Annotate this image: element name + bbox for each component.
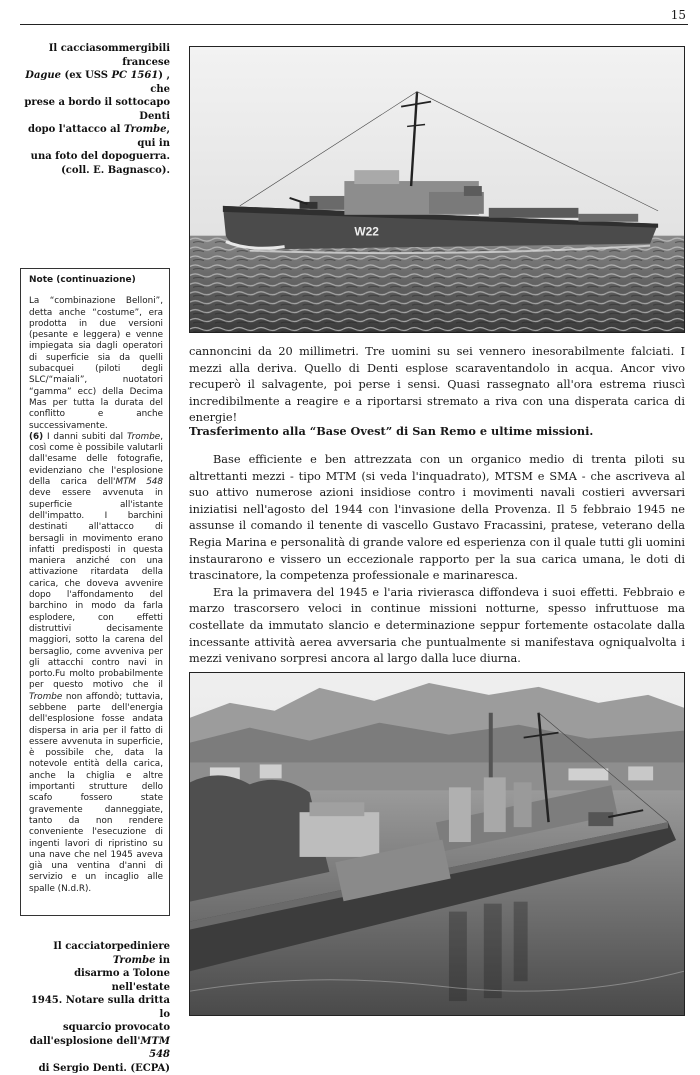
- caption-line: una foto del dopoguerra.: [20, 150, 170, 164]
- photo-subchaser: [189, 46, 685, 333]
- ship-name: Trombe: [29, 692, 62, 702]
- caption-line: disarmo a Tolone nell'estate: [20, 967, 170, 994]
- caption-line: [20, 123, 170, 150]
- note-text: non affondò; tuttavia, sebbene parte dell'energia dell'esplosione fosse andata dispersa in aria per il fatto di essere avvenuta in superficie, è possibile che, data la notevole entità della carica, anche la chiglia e altre importanti strutture dello scafo fossero state gravemente danneggiate, tanto da non rendere conveniente l'esecuzione di ingenti lavori di ripristino su una nave che nel 1945 aveva già una ventina d'anni di servizio e un incaglio alle spalle (N.d.R).: [29, 692, 163, 894]
- photo-caption-top: [20, 42, 170, 177]
- body-paragraph: Base efficiente e ben attrezzata con un organico medio di trenta piloti su altrettanti mezzi - tipo MTM (si veda l'inquadrato), MTSM e SMA - che ascriveva al suo attivo numerose azioni insidiose contro i movimenti navali costieri avversari iniziatisi nell'agosto del 1944 con l'invasione della Provenza. Il 5 febbraio 1945 ne assunse il comando il tenente di vascello Gustavo Fracassini, pratese, veterano della Regia Marina e personalità di grande valore ed esperienza con il quale tutti gli uomini instaurarono e vissero un eccezionale rapporto per la sua carica umana, le doti di trascinatore, la competenza professionale e marinaresca.: [189, 452, 685, 585]
- caption-line: Il cacciasommergibili francese: [20, 42, 170, 69]
- note-text: I danni subiti dal: [43, 432, 127, 442]
- notes-title: Note (continuazione): [29, 275, 163, 286]
- caption-line: [20, 69, 170, 96]
- caption-text: dopo l'attacco al: [28, 124, 124, 135]
- ship-name: Trombe: [127, 432, 160, 442]
- body-paragraph: Era la primavera del 1945 e l'aria rivierasca diffondeva i suoi effetti. Febbraio e marzo trascorsero veloci in continue missioni notturne, spesso infruttuose ma costellate da immutato slancio e determinazione seppur fortemente ostacolate dalla incessante attività aerea avversaria che puntualmente si manifestava ogniqualvolta i mezzi venivano sorpresi ancora al largo dalla luce diurna.: [189, 585, 685, 668]
- subchaser-illustration: [190, 47, 684, 332]
- destroyer-illustration: [190, 673, 684, 1015]
- caption-text: , qui in: [137, 124, 170, 149]
- photo-destroyer-trombe: [189, 672, 685, 1016]
- note-number: (6): [29, 432, 43, 442]
- ship-name: Trombe: [124, 124, 167, 135]
- ship-name: Trombe: [113, 955, 156, 966]
- body-paragraph: cannoncini da 20 millimetri. Tre uomini su sei vennero inesorabilmente falciati. I mezzi alla deriva. Quello di Denti esplose scaraventandolo in acqua. Ancor vivo recuperò il salvagente, poi perse i sensi. Quasi rassegnato all'ora estrema riuscì incredibilmente a reagire e a riportarsi stremato a riva con una disperata carica di energie!: [189, 344, 685, 427]
- section-heading: Trasferimento alla “Base Ovest” di San Remo e ultime missioni.: [189, 424, 685, 438]
- ship-name: Dague: [25, 70, 61, 81]
- caption-line: 1945. Notare sulla dritta lo: [20, 994, 170, 1021]
- caption-line: di Sergio Denti. (ECPA): [20, 1062, 170, 1075]
- note-text: deve essere avvenuta in superficie all'istante dell'impatto. I barchini destinati all'attacco di bersagli in movimento erano infatti predisposti in questa maniera anziché con una attivazione ritardata della carica, che doveva avvenire dopo l'affondamento del barchino in modo da farla esplodere, con effetti distruttivi decisamente maggiori, sotto la carena del bersaglio, come avveniva per gli attacchi contro navi in porto.Fu molto probabilmente per questo motivo che il: [29, 488, 163, 690]
- caption-line: [20, 1035, 170, 1062]
- boat-name: MTM 548: [115, 477, 163, 487]
- body-paragraph-top: [189, 344, 685, 427]
- caption-line: squarcio provocato: [20, 1021, 170, 1035]
- photo-caption-bottom: [20, 940, 170, 1075]
- caption-text: ) , che: [150, 70, 170, 95]
- caption-text: dall'esplosione dell': [30, 1036, 141, 1047]
- ship-name: PC 1561: [112, 70, 159, 81]
- notes-box: [20, 268, 170, 916]
- header-rule: [20, 24, 688, 25]
- caption-text: (ex USS: [61, 70, 111, 81]
- body-paragraphs-main: [189, 452, 685, 668]
- note-text: , così come è possibile valutarli dall'esame delle fotografie, evidenziano che l'esplosione della carica dell': [29, 432, 163, 487]
- boat-name: MTM 548: [140, 1036, 170, 1061]
- page-number: 15: [671, 8, 686, 22]
- note-paragraph: [29, 432, 163, 895]
- hull-number: W22: [354, 225, 379, 239]
- caption-line: (coll. E. Bagnasco).: [20, 164, 170, 178]
- caption-line: prese a bordo il sottocapo Denti: [20, 96, 170, 123]
- note-paragraph: La “combinazione Belloni”, detta anche “costume”, era prodotta in due versioni (pesante e leggera) e venne impiegata sia dagli operatori di superficie sia da quelli subacquei (piloti degli SLC/“maiali”, nuotatori “gamma” ecc) della Decima Mas per tutta la durata del conflitto e anche successivamente.: [29, 296, 163, 432]
- caption-text: Il cacciatorpediniere: [53, 941, 170, 952]
- caption-text: in: [155, 955, 170, 966]
- caption-line: [20, 940, 170, 967]
